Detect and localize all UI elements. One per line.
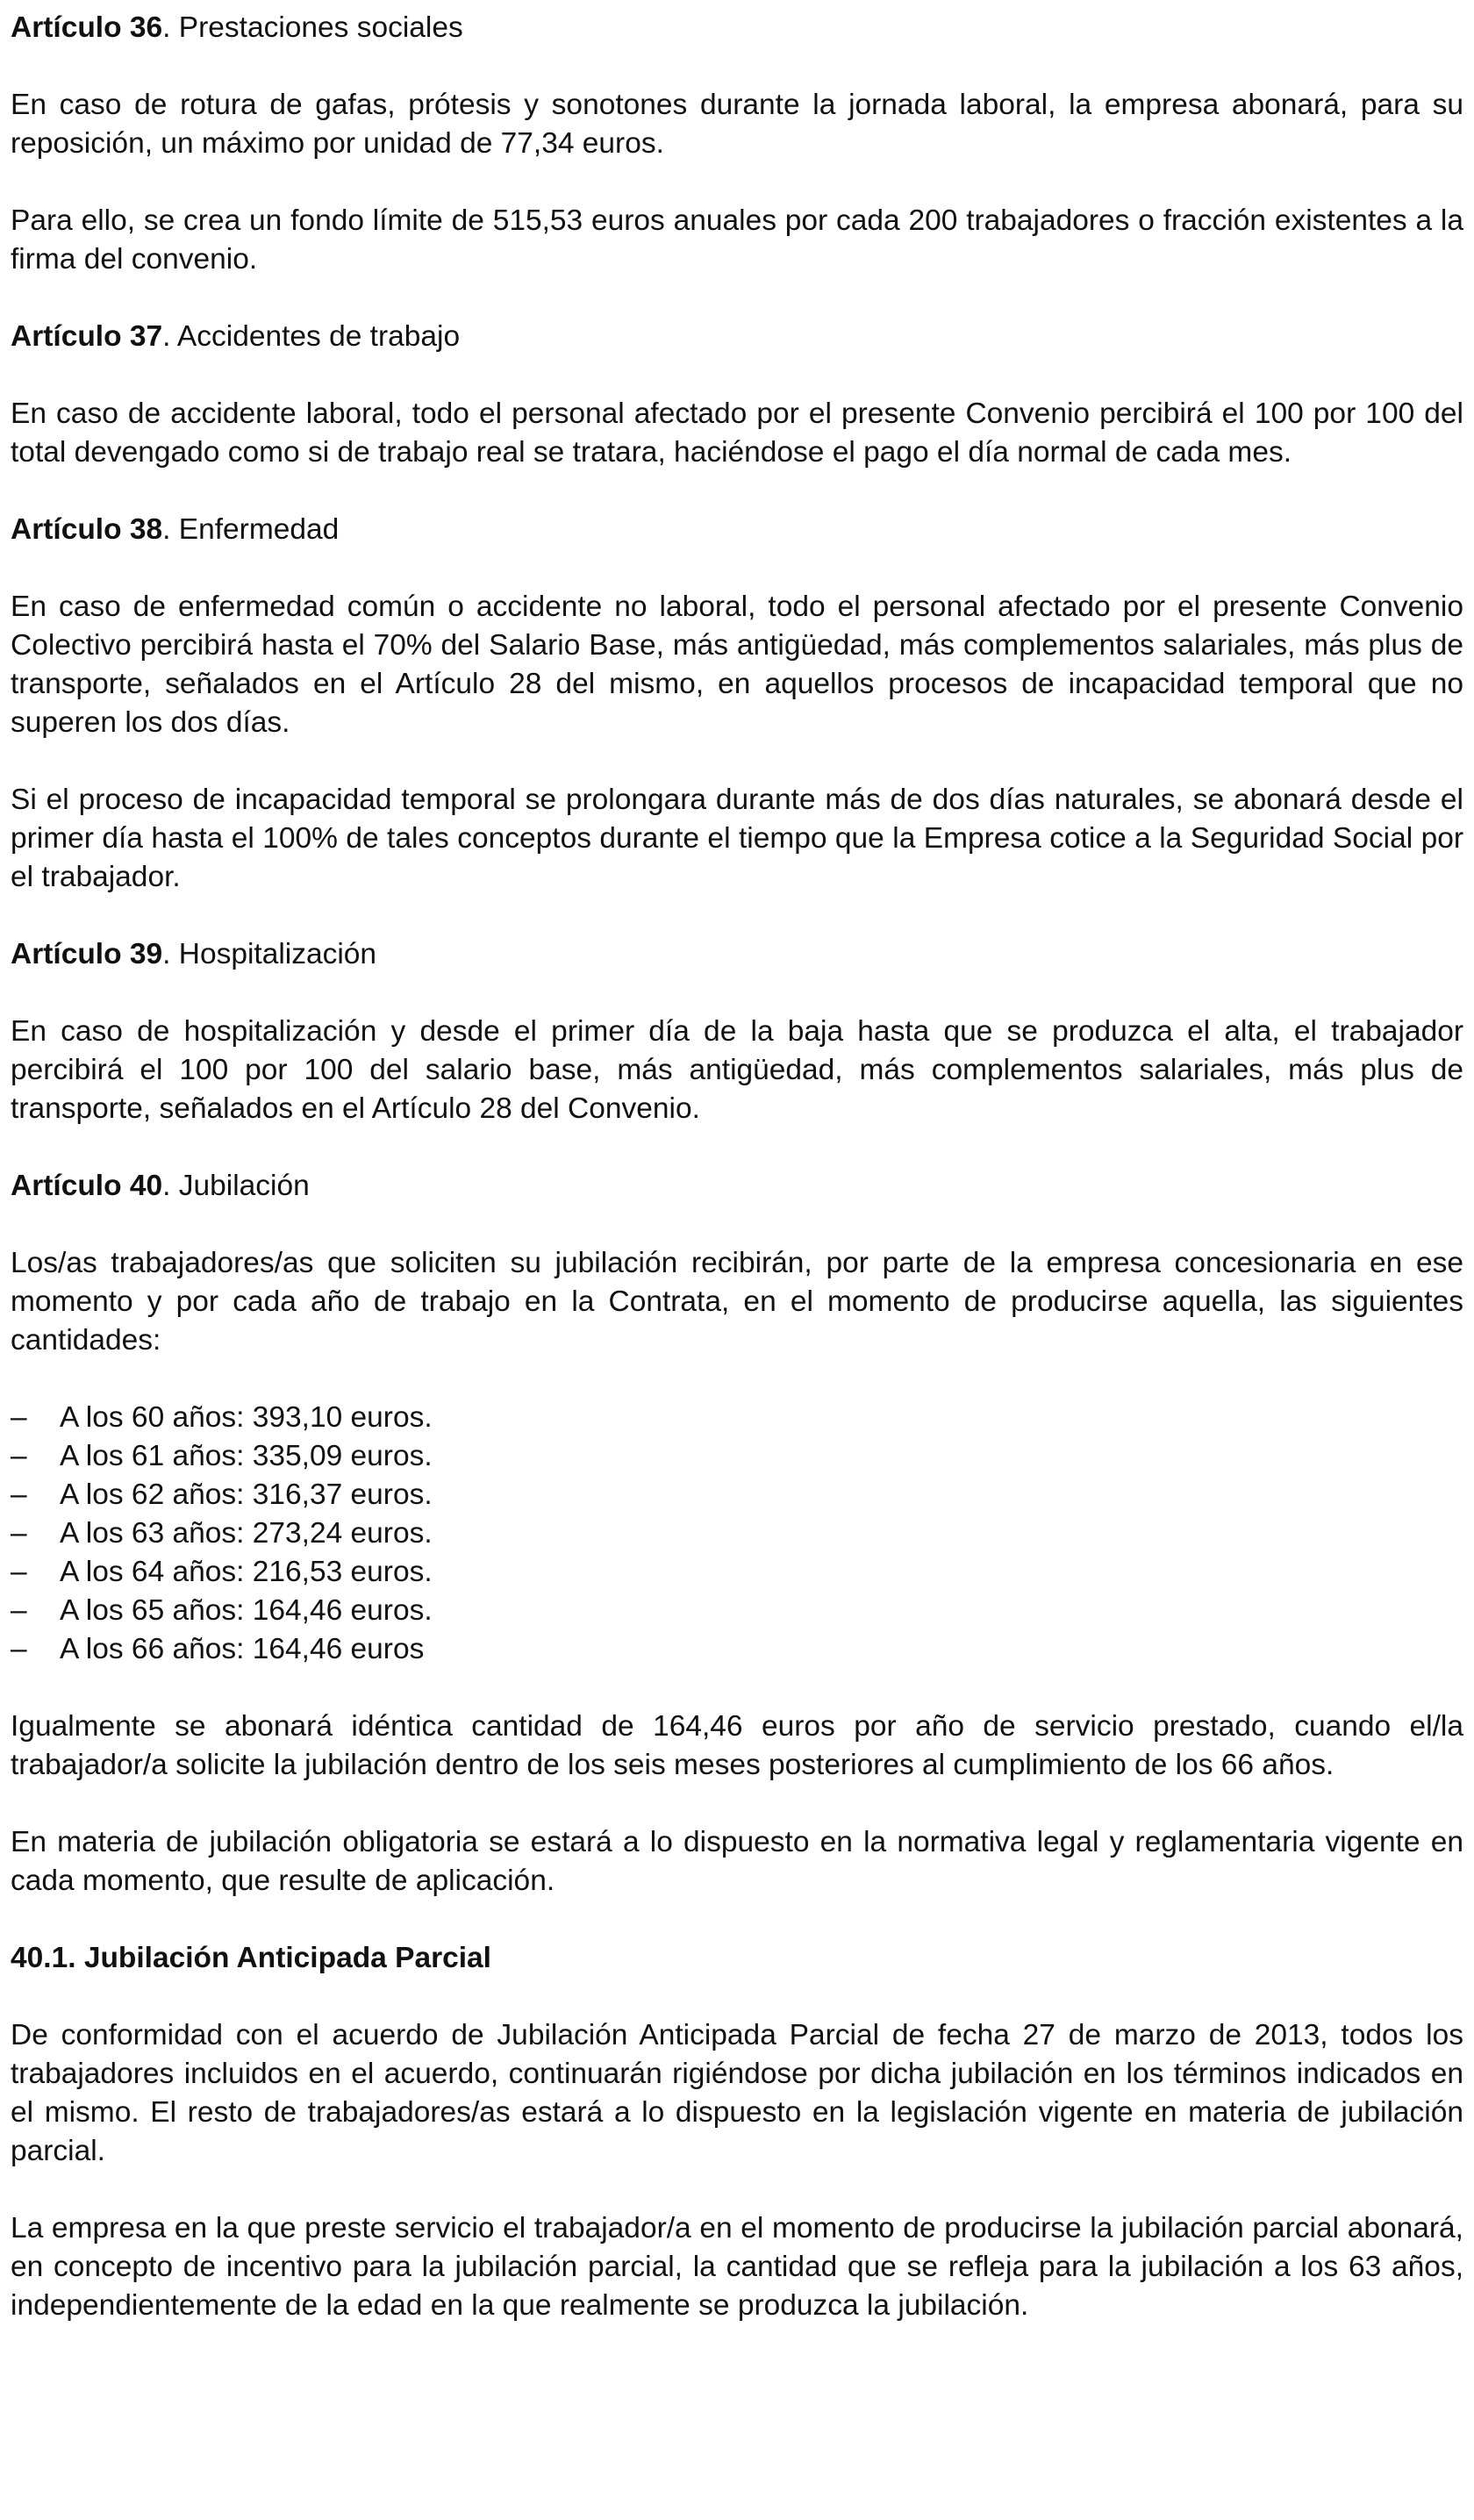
article-number: 39: [129, 938, 163, 970]
subsection-40-1-paragraph-2: La empresa en la que preste servicio el trabajador/a en el momento de producirse la jubilación parcial abonará, en concepto de incentivo para la jubilación parcial, la cantidad que se refleja para la jubilación a los 63 años, independientemente de la edad en la que realmente se produzca la jubilación.: [11, 2212, 1463, 2322]
article-38-heading: [11, 511, 1463, 549]
article-label: Artículo: [11, 11, 122, 44]
article-number: 38: [129, 513, 163, 546]
retirement-amounts-list: [11, 1399, 1463, 1669]
list-item: [11, 1514, 1463, 1553]
article-label: Artículo: [11, 938, 122, 970]
article-38-paragraph-1: En caso de enfermedad común o accidente no laboral, todo el personal afectado por el presente Convenio Colectivo percibirá hasta el 70% del Salario Base, más antigüedad, más complementos salariales, más plus de transporte, señalados en el Artículo 28 del mismo, en aquellos procesos de incapacidad temporal que no superen los dos días.: [11, 591, 1463, 739]
article-40-heading: [11, 1167, 1463, 1206]
article-title: . Accidentes de trabajo: [162, 320, 461, 353]
article-label: Artículo: [11, 1170, 122, 1202]
article-36-paragraph-1: En caso de rotura de gafas, prótesis y sonotones durante la jornada laboral, la empresa abonará, para su reposición, un máximo por unidad de 77,34 euros.: [11, 89, 1463, 160]
list-item-text: A los 64 años: 216,53 euros.: [60, 1556, 433, 1588]
list-item: [11, 1592, 1463, 1630]
article-38-paragraph-2: Si el proceso de incapacidad temporal se prolongara durante más de dos días naturales, se abonará desde el primer día hasta el 100% de tales conceptos durante el tiempo que la Empresa cotice a la Seguridad Social por el trabajador.: [11, 784, 1463, 893]
dash-bullet: –: [11, 1556, 27, 1588]
subsection-40-1-paragraph-1: De conformidad con el acuerdo de Jubilación Anticipada Parcial de fecha 27 de marzo de 2013, todos los trabajadores incluidos en el acuerdo, continuarán rigiéndose por dicha jubilación en los términos indicados en el mismo. El resto de trabajadores/as estará a lo dispuesto en la legislación vigente en materia de jubilación parcial.: [11, 2019, 1463, 2167]
list-item-text: A los 66 años: 164,46 euros: [60, 1633, 425, 1665]
article-title: . Enfermedad: [162, 513, 340, 546]
article-40-intro: Los/as trabajadores/as que soliciten su jubilación recibirán, por parte de la empresa concesionaria en ese momento y por cada año de trabajo en la Contrata, en el momento de producirse aquella, las siguientes cantidades:: [11, 1247, 1463, 1357]
article-label: Artículo: [11, 513, 122, 546]
article-title: . Jubilación: [162, 1170, 310, 1202]
article-number: 40: [129, 1170, 163, 1202]
list-item-text: A los 62 años: 316,37 euros.: [60, 1478, 433, 1511]
dash-bullet: –: [11, 1594, 27, 1627]
article-36-heading: [11, 9, 1463, 47]
article-36-paragraph-2: Para ello, se crea un fondo límite de 515,53 euros anuales por cada 200 trabajadores o fracción existentes a la firma del convenio.: [11, 204, 1463, 276]
dash-bullet: –: [11, 1440, 27, 1472]
list-item-text: A los 61 años: 335,09 euros.: [60, 1440, 433, 1472]
list-item: [11, 1399, 1463, 1437]
article-37-heading: [11, 318, 1463, 356]
subsection-40-1-heading: 40.1. Jubilación Anticipada Parcial: [11, 1942, 491, 1974]
list-item: [11, 1476, 1463, 1514]
dash-bullet: –: [11, 1478, 27, 1511]
dash-bullet: –: [11, 1517, 27, 1550]
list-item-text: A los 65 años: 164,46 euros.: [60, 1594, 433, 1627]
list-item-text: A los 60 años: 393,10 euros.: [60, 1401, 433, 1434]
document-page: [11, 9, 1463, 2364]
article-title: . Hospitalización: [162, 938, 377, 970]
article-39-paragraph-1: En caso de hospitalización y desde el primer día de la baja hasta que se produzca el alta, el trabajador percibirá el 100 por 100 del salario base, más antigüedad, más complementos salariales, más plus de transporte, señalados en el Artículo 28 del Convenio.: [11, 1015, 1463, 1125]
list-item-text: A los 63 años: 273,24 euros.: [60, 1517, 433, 1550]
article-40-paragraph-1: Igualmente se abonará idéntica cantidad de 164,46 euros por año de servicio prestado, cuando el/la trabajador/a solicite la jubilación dentro de los seis meses posteriores al cumplimiento de los 66 años.: [11, 1710, 1463, 1781]
article-label: Artículo: [11, 320, 122, 353]
article-title: . Prestaciones sociales: [162, 11, 463, 44]
dash-bullet: –: [11, 1401, 27, 1434]
list-item: [11, 1553, 1463, 1592]
article-39-heading: [11, 935, 1463, 974]
article-40-paragraph-2: En materia de jubilación obligatoria se estará a lo dispuesto en la normativa legal y reglamentaria vigente en cada momento, que resulte de aplicación.: [11, 1826, 1463, 1897]
list-item: [11, 1437, 1463, 1476]
dash-bullet: –: [11, 1633, 27, 1665]
list-item: [11, 1630, 1463, 1669]
article-number: 36: [129, 11, 163, 44]
article-number: 37: [129, 320, 163, 353]
article-37-paragraph-1: En caso de accidente laboral, todo el personal afectado por el presente Convenio percibirá el 100 por 100 del total devengado como si de trabajo real se tratara, haciéndose el pago el día normal de cada mes.: [11, 397, 1463, 469]
